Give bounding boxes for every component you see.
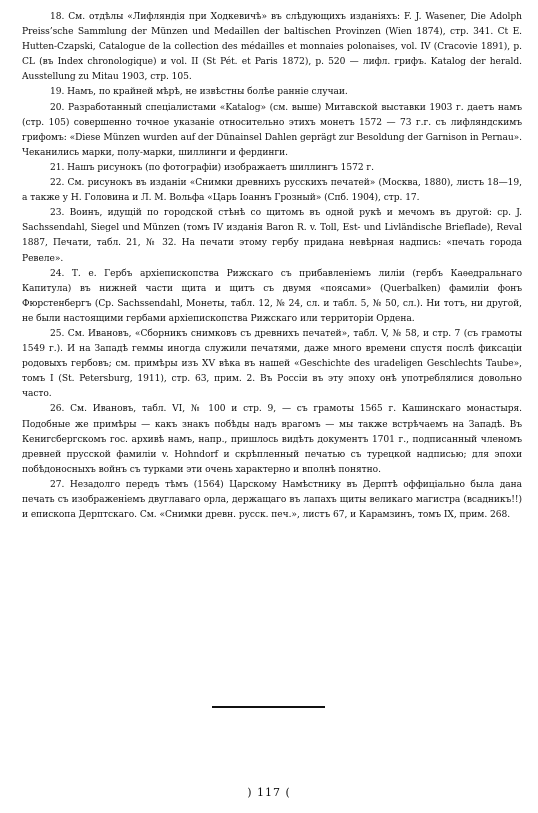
footnote-24: 24. Т. е. Гербъ архіепископства Рижскаго съ прибавленіемъ лиліи (гербъ Каѳедральнаго Капитула) въ нижней части щита и щитъ съ двумя «поясами» (Querbalken) фамиліи фонъ Фюрстенбергъ (Ср. Sachssendahl, Монеты, табл. 12, № 24, сл. и табл. 5, № 50, сл.). Ни тотъ, ни другой, не были настоящими гербами архіепископства Рижскаго или территоріи Ордена. xyxy=(22,268,522,324)
footnotes-block xyxy=(22,10,522,523)
footnote-26: 26. См. Ивановъ, табл. VI, № 100 и стр. 9, — съ грамоты 1565 г. Кашинскаго монастыря. Подобные же примѣры — какъ знакъ побѣды надъ врагомъ — мы также встрѣчаемъ на Западѣ. Въ Кенигсбергскомъ гос. архивѣ намъ, напр., пришлось видѣть документъ 1701 г., подписанный членомъ древней прусской фамиліи v. Hohndorf и скрѣпленный печатью съ турецкой надписью; для эпохи побѣдоносныхъ войнъ съ турками эти очень характерно и вполнѣ понятно. xyxy=(22,404,522,475)
section-divider xyxy=(212,706,325,708)
footnote-19: 19. Намъ, по крайней мѣрѣ, не извѣстны болѣе ранніе случаи. xyxy=(50,87,348,98)
footnote-21: 21. Нашъ рисунокъ (по фотографіи) изображаетъ шиллингъ 1572 г. xyxy=(50,162,374,173)
footnote-27: 27. Незадолго передъ тѣмъ (1564) Царскому Намѣстнику въ Дерптѣ оффиціально была дана печать съ изображеніемъ двуглаваго орла, держащаго въ лапахъ щиты великаго магистра (всадникъ!!) и епископа Дерптскаго. См. «Снимки древн. русск. печ.», листъ 67, и Карамзинъ, томъ IX, прим. 268. xyxy=(22,479,522,521)
footnote-23: 23. Воинъ, идущій по городской стѣнѣ со щитомъ въ одной рукѣ и мечомъ въ другой: ср. J. Sachssendahl, Siegel und Münzen (томъ IV изданія Baron R. v. Toll, Est- und Livländische Brieflade), Reval 1887, Печати, табл. 21, № 32. На печати этому гербу придана невѣрная надпись: «печать города Ревеле». xyxy=(22,208,522,264)
footnote-20: 20. Разработанный спеціалистами «Katalog» (см. выше) Митавской выставки 1903 г. даетъ намъ (стр. 105) совершенно точное указаніе относительно этихъ монетъ 1572 — 73 г.г. съ лифляндскимъ грифомъ: «Diese Münzen wurden auf der Dünainsel Dahlen geprägt zur Besoldung der Garnison in Pernau». Чеканились марки, полу-марки, шиллинги и фердинги. xyxy=(22,102,522,158)
page-number: ) 117 ( xyxy=(247,786,291,799)
footnote-18: 18. См. отдѣлы «Лифляндія при Ходкевичѣ» въ слѣдующихъ изданіяхъ: F. J. Wasener, Die Adolph Preiss’sche Sammlung der Münzen und Medaillen der baltischen Provinzen (Wien 1874), стр. 341. Ct E. Hutten-Czapski, Catalogue de la collection des médailles et monnaies polonaises, vol. IV (Cracovie 1891), p. CL (въ Index chronologique) и vol. II (St Pét. et Paris 1872), p. 520 — лифл. грифъ. Katalog der herald. Ausstellung zu Mitau 1903, стр. 105. xyxy=(22,12,522,83)
footnote-25: 25. См. Ивановъ, «Сборникъ снимковъ съ древнихъ печатей», табл. V, № 58, и стр. 7 (съ грамоты 1549 г.). И на Западѣ геммы иногда служили печатями, даже много времени спустя послѣ фиксаціи родовыхъ гербовъ; см. примѣры изъ XV вѣка въ нашей «Geschichte des uradeligen Geschlechts Taube», томъ I (St. Petersburg, 1911), стр. 63, прим. 2. Въ Россіи въ эту эпоху онѣ употреблялися довольно часто. xyxy=(22,328,522,400)
footnote-22: 22. См. рисунокъ въ изданіи «Снимки древнихъ русскихъ печатей» (Москва, 1880), листъ 18—19, а также у Н. Головина и Л. М. Вольфа «Царь Іоаннъ Грозный» (Спб. 1904), стр. 17. xyxy=(22,178,522,204)
